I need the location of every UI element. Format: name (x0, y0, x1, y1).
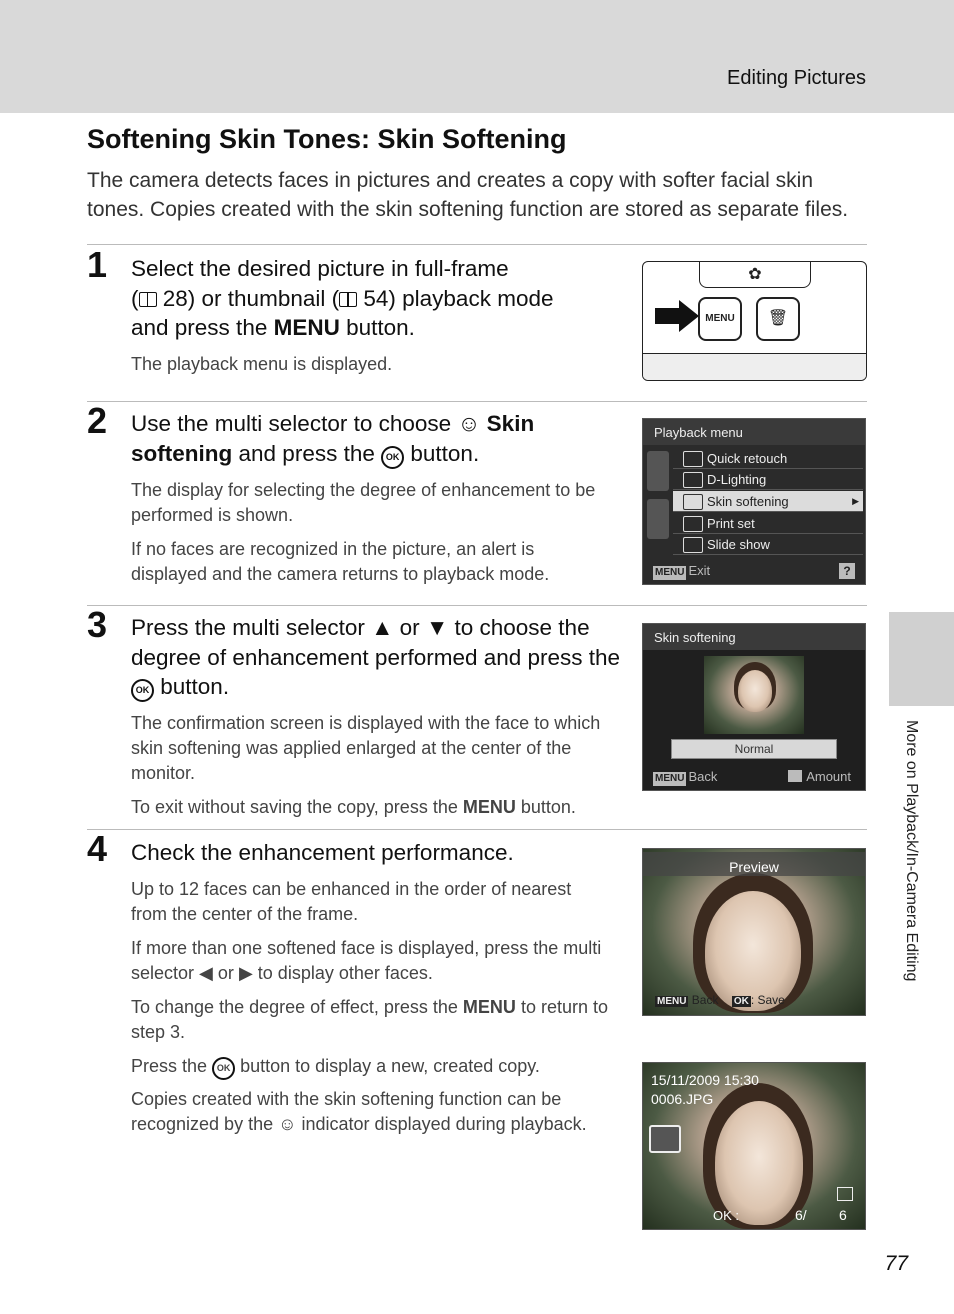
text: button. (520, 797, 576, 817)
label: Quick retouch (707, 451, 788, 466)
section-title: Editing Pictures (727, 67, 866, 89)
step-2-body-2: If no faces are recognized in the picture, an alert is displayed and the camera returns to playback mode. (131, 539, 550, 584)
text: button. (346, 315, 415, 340)
filename: 0006.JPG (651, 1091, 714, 1107)
quick-retouch-icon (683, 451, 703, 467)
skin-softening-icon (683, 494, 703, 510)
menu-icon: MENU (462, 797, 516, 817)
menu-tabs (647, 451, 669, 551)
setup-tab (647, 499, 669, 539)
screen-title: Skin softening (643, 624, 865, 650)
footer-amount (788, 764, 851, 790)
text: Press the multi selector (131, 615, 365, 640)
face-thumbnail (704, 656, 804, 734)
camera-illustration (642, 261, 867, 381)
screen-title: Preview (643, 852, 865, 876)
text: button to display a new, created copy. (240, 1056, 540, 1076)
text: To change the degree of effect, press the (131, 997, 458, 1017)
up-down-icon (788, 770, 802, 782)
skin-softening-icon: ☺ (457, 411, 481, 436)
skin-softening-screen (642, 623, 866, 791)
skin-softening-icon: ☺ (278, 1114, 297, 1134)
step-4-body-4 (131, 1054, 611, 1080)
step-4-body-1: Up to 12 faces can be enhanced in the order of nearest from the center of the frame. (131, 879, 572, 924)
text: 54) playback mode (363, 285, 554, 311)
text: indicator displayed during playback. (301, 1114, 587, 1134)
text: Select the desired picture in full-frame (131, 256, 509, 281)
skin-softening-indicator-icon (649, 1125, 681, 1153)
flower-icon: ✿ (699, 261, 811, 288)
ok-icon: OK (212, 1057, 235, 1080)
menu-key: MENU (698, 297, 742, 341)
face (715, 1101, 803, 1225)
step-number: 2 (87, 400, 108, 441)
menu-key-icon: MENU (655, 567, 685, 578)
d-lighting-icon (683, 472, 703, 488)
menu-icon: MENU (462, 997, 516, 1017)
page-number: 77 (884, 1252, 908, 1275)
ok-key-icon: OK (733, 996, 749, 1007)
help-icon: ? (839, 563, 855, 579)
text: or (399, 615, 420, 640)
slide-show-icon (683, 537, 703, 553)
text: If more than one softened face is displayed, press the multi selector (131, 938, 602, 983)
footer-back: Back (688, 769, 718, 784)
divider (87, 829, 867, 830)
photo-info (651, 1071, 759, 1109)
step-number: 4 (87, 828, 108, 869)
text: and press the (238, 440, 375, 466)
play-tab (647, 451, 669, 491)
step-4-body-2 (131, 936, 611, 986)
divider (87, 244, 867, 245)
step-4-body-3 (131, 995, 611, 1045)
ok-icon: OK (381, 446, 404, 469)
text: and press the (131, 315, 268, 340)
step-3-body-2 (131, 795, 611, 820)
ok-icon: OK (131, 679, 154, 702)
side-tab (889, 612, 954, 706)
menu-item[interactable] (673, 534, 863, 555)
frame-counter: 6/ (795, 1207, 807, 1223)
label: Slide show (707, 537, 770, 552)
header-band (0, 0, 954, 113)
text: to choose the degree of enhancement performed and press the (131, 615, 621, 670)
intro-paragraph: The camera detects faces in pictures and creates a copy with softer facial skin tones. Copies created with the skin softening function are stored as separate files. (87, 169, 849, 221)
screen-footer (655, 993, 785, 1007)
bold-text: Skin softening (131, 411, 535, 466)
text: to display other faces. (257, 963, 433, 983)
step-1-body: The playback menu is displayed. (131, 354, 393, 374)
menu-key-icon: MENU (655, 773, 685, 784)
up-arrow-icon: ▲ (371, 615, 394, 640)
page-title: Softening Skin Tones: Skin Softening (87, 124, 567, 154)
level-selector[interactable]: Normal (671, 739, 837, 759)
screen-title: Playback menu (643, 419, 865, 445)
label: D-Lighting (707, 472, 767, 487)
print-set-icon (683, 516, 703, 532)
footer-label: Exit (688, 563, 711, 578)
divider (87, 605, 867, 606)
preview-screen (642, 848, 866, 1016)
text: or (217, 963, 234, 983)
menu-item[interactable] (673, 513, 863, 534)
step-4-heading: Check the enhancement performance. (131, 840, 514, 865)
side-label: More on Playback/In-Camera Editing (903, 720, 920, 982)
text: Use the multi selector to choose (131, 411, 452, 436)
step-4-body-5 (131, 1087, 611, 1137)
label: Skin softening (707, 494, 789, 509)
camera-base (643, 353, 866, 380)
text: 28) or thumbnail ( (162, 285, 340, 311)
step-3-heading (131, 613, 621, 702)
step-3-body-1: The confirmation screen is displayed with the face to which skin softening was applied enlarged at the center of the monitor. (131, 713, 601, 783)
menu-item[interactable] (673, 469, 863, 490)
menu-key-icon: MENU (657, 996, 687, 1007)
step-1-heading: Select the desired picture in full-frame ( 28) or thumbnail ( 54) playback mode and press the MENU button. (131, 256, 554, 340)
text: To exit without saving the copy, press the (131, 797, 458, 817)
chevron-right-icon: ▶ (852, 496, 859, 506)
left-arrow-icon: ◀ (199, 963, 213, 983)
text: to return to step 3. (131, 997, 608, 1042)
screen-footer (643, 764, 865, 790)
label: Print set (707, 516, 755, 531)
menu-item-selected[interactable] (673, 491, 863, 512)
down-arrow-icon: ▼ (425, 615, 449, 640)
text: Copies created with the skin softening function can be recognized by the (131, 1089, 562, 1134)
image-size-icon (837, 1187, 853, 1201)
footer-back: Back (691, 993, 719, 1007)
right-arrow-icon: ▶ (238, 963, 253, 983)
playback-screen (642, 1062, 866, 1230)
step-2-body-1: The display for selecting the degree of enhancement to be performed is shown. (131, 480, 596, 525)
menu-item[interactable] (673, 448, 863, 469)
text: Press the (131, 1056, 208, 1076)
book-icon (139, 292, 157, 307)
step-2-heading (131, 409, 621, 469)
arrow-head-icon (679, 300, 699, 332)
playback-menu-screen (642, 418, 866, 585)
book-icon (339, 292, 357, 307)
step-number: 1 (87, 244, 108, 285)
label: Amount (806, 769, 851, 784)
divider (87, 401, 867, 402)
frame-total: 6 (839, 1207, 847, 1223)
ok-indicator: OK : (713, 1208, 740, 1223)
footer-save: : Save (750, 993, 785, 1007)
text: button. (160, 674, 230, 699)
step-number: 3 (87, 604, 108, 645)
face (738, 670, 772, 712)
text: button. (410, 440, 480, 466)
screen-footer (643, 558, 865, 584)
trash-icon: 🗑 (756, 297, 800, 341)
menu-icon: MENU (273, 315, 340, 340)
datetime: 15/11/2009 15:30 (651, 1072, 759, 1088)
